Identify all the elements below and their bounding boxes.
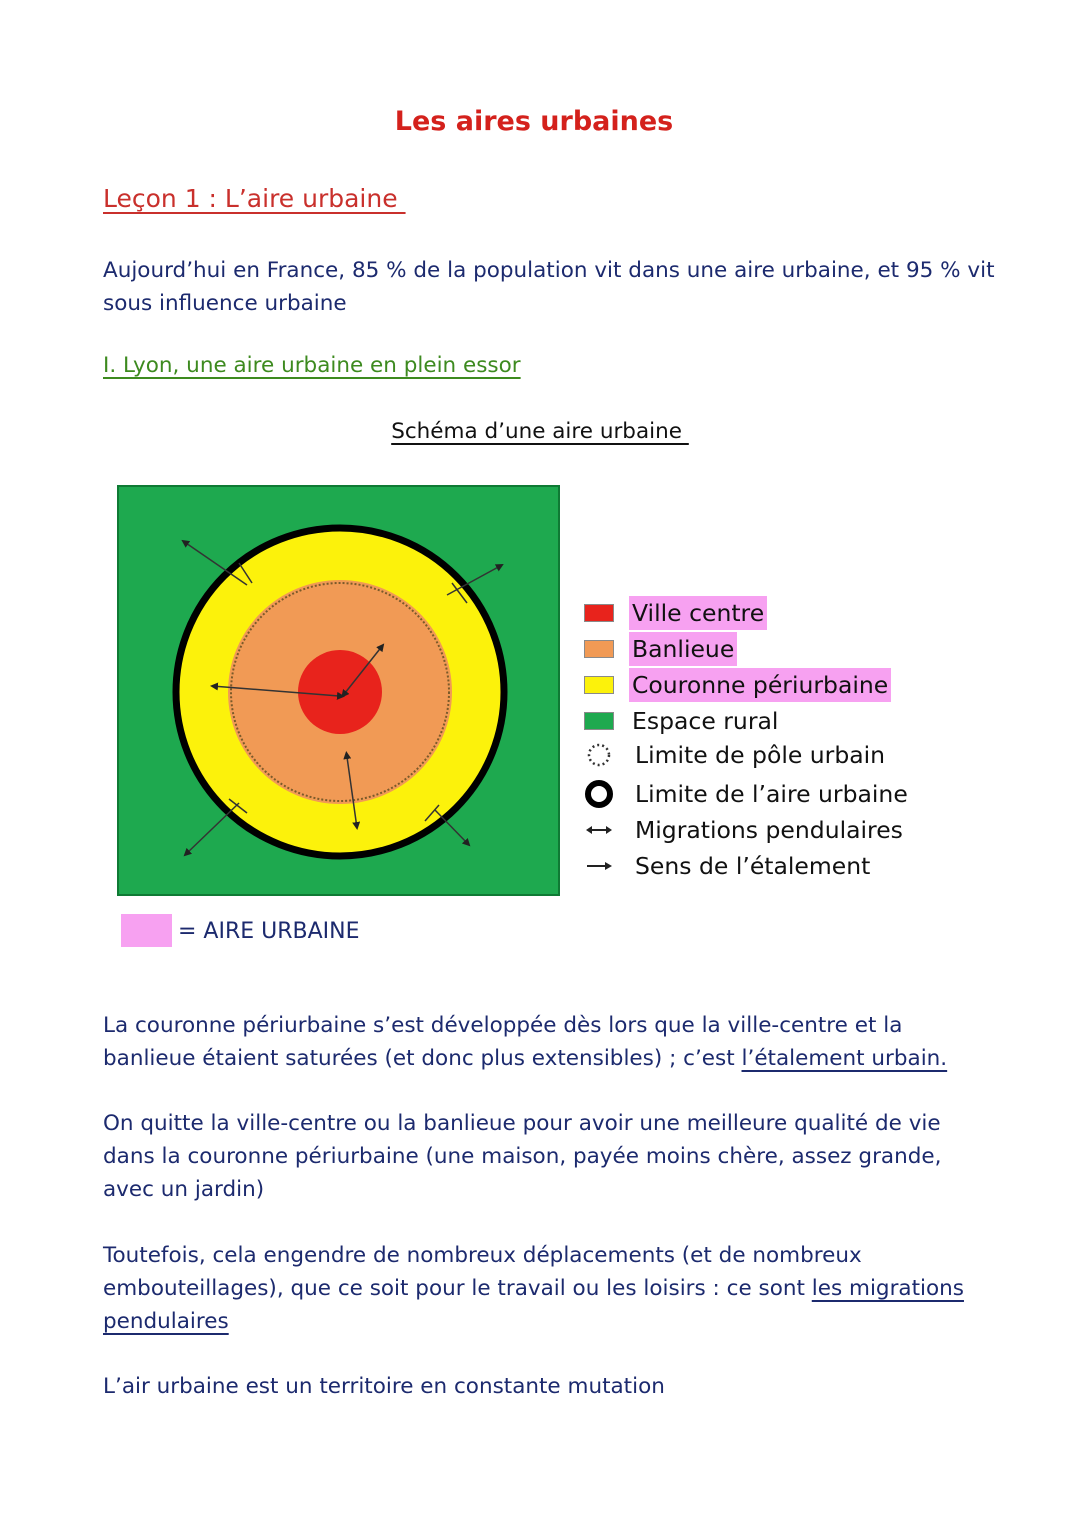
key-note: = AIRE URBAINE [178,919,360,944]
legend-item-espace-rural [584,704,781,738]
term-migrations-pendulaires: les migrations pendulaires [103,1276,964,1334]
legend-label: Migrations pendulaires [635,816,903,844]
paragraph-etalement: La couronne périurbaine s’est développée dès lors que la ville-centre et la banlieue étaient saturées (et donc plus extensibles) ; c’est l’étalement urbain. [103,1013,948,1071]
lesson-heading: Leçon 1 : L’aire urbaine [103,184,406,213]
swatch-red-icon [584,604,614,622]
legend-label: Ville centre [629,596,767,630]
page-title: Les aires urbaines [394,106,674,137]
legend-item-aire-limit [584,777,911,811]
legend-label: Couronne périurbaine [629,668,891,702]
paragraph-mutation: L’air urbaine est un territoire en constante mutation [103,1374,665,1399]
arrow-right-icon [584,851,614,881]
schema-title: Schéma d’une aire urbaine [391,419,689,444]
term-etalement-urbain: l’étalement urbain. [741,1046,948,1071]
legend-label: Banlieue [629,632,737,666]
legend-item-pole-limit [584,738,888,772]
swatch-yellow-icon [584,676,614,694]
legend-item-etalement [584,849,873,883]
paragraph-migrations: Toutefois, cela engendre de nombreux déplacements (et de nombreux embouteillages), que ce soit pour le travail ou les loisirs : ce sont les migrations pendulaires [103,1243,964,1334]
section-heading: I. Lyon, une aire urbaine en plein essor [103,353,521,378]
highlight-key-swatch [121,914,172,947]
dotted-circle-icon [584,740,614,770]
legend-label: Limite de l’aire urbaine [635,780,908,808]
swatch-green-icon [584,712,614,730]
intro-paragraph: Aujourd’hui en France, 85 % de la population vit dans une aire urbaine, et 95 % vit sous influence urbaine [103,258,995,316]
legend-item-ville-centre [584,596,767,630]
urban-area-diagram [117,485,560,896]
bold-ring-icon [584,779,614,809]
legend-item-couronne [584,668,891,702]
paragraph-qualite-de-vie: On quitte la ville-centre ou la banlieue pour avoir une meilleure qualité de vie dans la couronne périurbaine (une maison, payée moins chère, assez grande, avec un jardin) [103,1111,942,1202]
legend-label: Espace rural [632,707,779,735]
double-arrow-icon [584,815,614,845]
legend-label: Sens de l’étalement [635,852,871,880]
legend-label: Limite de pôle urbain [635,741,886,769]
swatch-orange-icon [584,640,614,658]
legend-item-migrations [584,813,906,847]
legend-item-banlieue [584,632,737,666]
